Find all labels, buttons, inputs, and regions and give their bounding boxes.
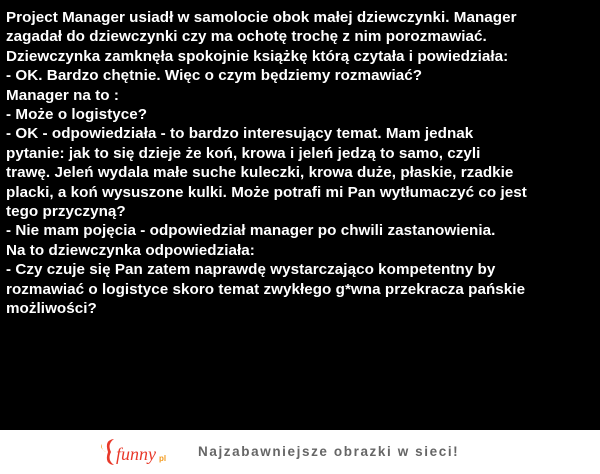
- story-line: tego przyczyną?: [6, 203, 126, 221]
- story-text: [6, 8, 596, 319]
- story-line: - Może o logistyce?: [6, 106, 148, 124]
- story-line: placki, a koń wysuszone kulki. Może potrafi mi Pan wytłumaczyć co jest: [6, 183, 527, 201]
- story-line: - OK - odpowiedziała - to bardzo interesujący temat. Mam jednak: [6, 125, 474, 143]
- funny-logo-icon: [96, 434, 180, 470]
- logo-text: funny: [116, 444, 156, 464]
- story-line: Dziewczynka zamknęła spokojnie książkę którą czytała i powiedziała:: [6, 47, 509, 65]
- story-line: rozmawiać o logistyce skoro temat zwykłego g*wna przekracza pańskie: [6, 280, 526, 298]
- story-line: - Nie mam pojęcia - odpowiedział manager po chwili zastanowienia.: [6, 222, 496, 240]
- story-line: zagadał do dziewczynki czy ma ochotę trochę z nim porozmawiać.: [6, 28, 487, 46]
- story-line: - OK. Bardzo chętnie. Więc o czym będziemy rozmawiać?: [6, 67, 423, 85]
- logo-tld: pl: [159, 454, 167, 463]
- story-line: trawę. Jeleń wydala małe suche kuleczki, krowa duże, płaskie, rzadkie: [6, 164, 514, 182]
- story-line: Manager na to :: [6, 86, 119, 104]
- story-line: możliwości?: [6, 300, 97, 318]
- footer-bar: [0, 430, 600, 474]
- story-line: Project Manager usiadł w samolocie obok małej dziewczynki. Manager: [6, 9, 517, 26]
- story-line: pytanie: jak to się dzieje że koń, krowa i jeleń jedzą to samo, czyli: [6, 144, 481, 162]
- footer-slogan: Najzabawniejsze obrazki w sieci!: [198, 444, 460, 459]
- story-line: - Czy czuje się Pan zatem naprawdę wystarczająco kompetentny by: [6, 261, 496, 279]
- story-line: Na to dziewczynka odpowiedziała:: [6, 241, 255, 259]
